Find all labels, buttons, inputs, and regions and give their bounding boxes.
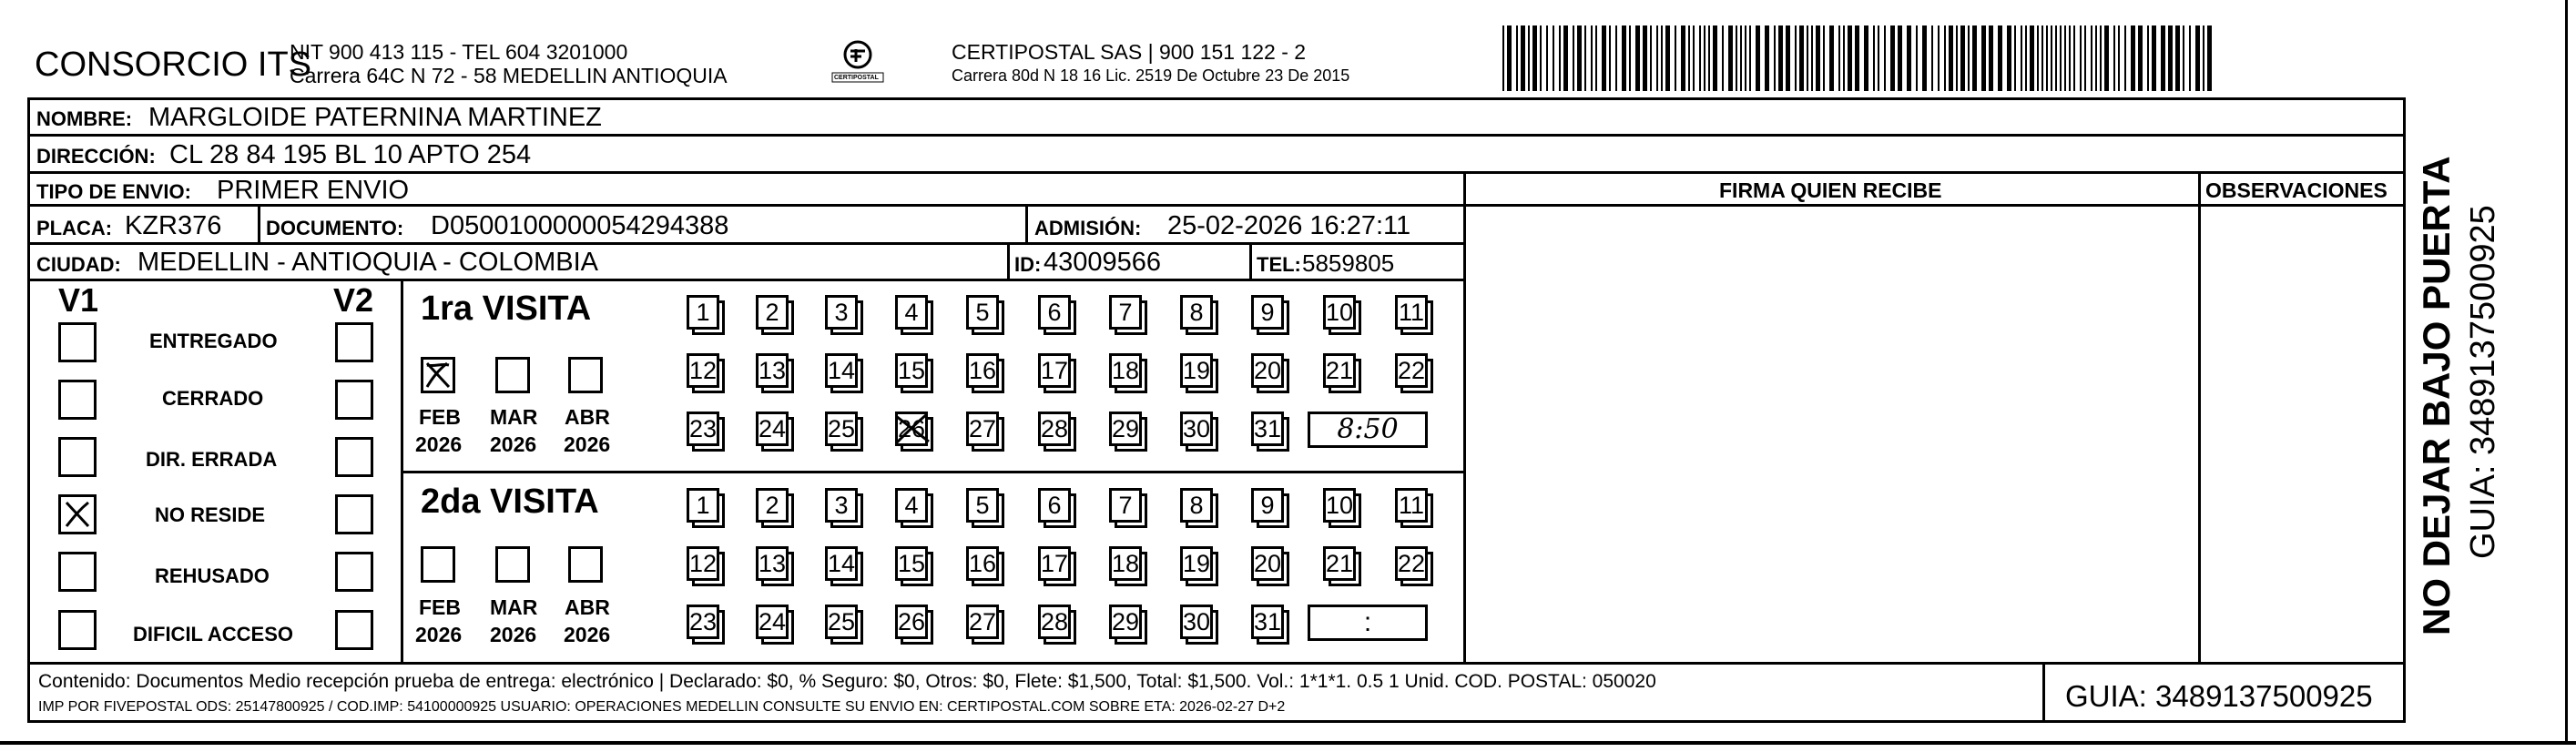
second-visit-day-label: 7: [1118, 492, 1133, 519]
second-visit-day-label: 27: [969, 608, 997, 635]
first-visit-time-box[interactable]: 8:50: [1308, 412, 1428, 448]
second-visit-day-14-box[interactable]: [825, 546, 858, 581]
divider: [1025, 204, 1028, 242]
second-visit-day-10-box[interactable]: [1323, 488, 1356, 523]
second-visit-month-mar-checkbox[interactable]: [495, 546, 530, 583]
second-visit-day-23-box[interactable]: [687, 605, 719, 639]
v1-header: V1: [58, 281, 99, 319]
certipostal-logo: [830, 38, 885, 89]
second-visit-day-8-box[interactable]: [1180, 488, 1213, 523]
first-visit-day-27-box[interactable]: [966, 412, 999, 446]
v2-checkbox-cerrado[interactable]: [335, 380, 373, 420]
status-label-rehusado: REHUSADO: [155, 564, 270, 587]
first-visit-title: 1ra VISITA: [421, 290, 592, 328]
first-visit-day-label: 16: [969, 357, 997, 384]
first-visit-day-label: 31: [1254, 415, 1282, 442]
second-visit-day-label: 9: [1260, 492, 1275, 519]
second-visit-day-label: 15: [898, 550, 926, 577]
first-visit-day-label: 3: [834, 299, 849, 326]
first-visit-day-20-box[interactable]: [1251, 353, 1284, 388]
first-visit-day-label: 8: [1189, 299, 1204, 326]
first-visit-day-label: 12: [689, 357, 718, 384]
first-visit-day-label: 7: [1118, 299, 1133, 326]
second-visit-day-label: 11: [1398, 492, 1425, 519]
first-visit-day-label: 23: [689, 415, 718, 442]
second-visit-month-abr-label: ABR: [565, 595, 610, 619]
second-visit-day-31-box[interactable]: [1251, 605, 1284, 639]
first-visit-day-4-box[interactable]: [895, 295, 928, 330]
second-visit-day-label: 12: [689, 550, 718, 577]
first-visit-day-10-box[interactable]: [1323, 295, 1356, 330]
first-visit-year-label: 2026: [415, 432, 463, 456]
first-visit-day-label: 29: [1112, 415, 1140, 442]
first-visit-day-label: 22: [1398, 357, 1426, 384]
first-visit-day-11-box[interactable]: [1395, 295, 1428, 330]
status-label-cerrado: CERRADO: [162, 387, 264, 410]
divider: [27, 134, 2406, 137]
v1-checkbox-cerrado[interactable]: [58, 380, 97, 420]
footer-contents-line: Contenido: Documentos Medio recepción prueba de entrega: electrónico | Declarado: $0, % Seguro: $0, Otros: $0, Flete: $1,500, Total: $1,500. Vol.: 1*1*1. 0.5 1 Unid. COD. POSTAL: 050020: [38, 671, 1656, 692]
second-visit-day-3-box[interactable]: [825, 488, 858, 523]
tipo-envio-label: TIPO DE ENVIO:: [36, 180, 191, 203]
first-visit-day-label: 5: [975, 299, 990, 326]
second-visit-day-7-box[interactable]: [1109, 488, 1142, 523]
nombre-value: MARGLOIDE PATERNINA MARTINEZ: [148, 103, 602, 132]
second-visit-day-label: 1: [696, 492, 710, 519]
direccion-value: CL 28 84 195 BL 10 APTO 254: [169, 140, 532, 169]
first-visit-day-label: 21: [1326, 357, 1354, 384]
second-visit-year-label: 2026: [415, 623, 463, 646]
divider: [258, 204, 260, 242]
second-visit-day-label: 17: [1041, 550, 1069, 577]
second-visit-day-label: 26: [898, 608, 926, 635]
first-visit-day-17-box[interactable]: [1038, 353, 1071, 388]
first-visit-day-22-box[interactable]: [1395, 353, 1428, 388]
second-visit-time-box[interactable]: :: [1308, 605, 1428, 641]
first-visit-day-3-box[interactable]: [825, 295, 858, 330]
first-visit-day-1-box[interactable]: [687, 295, 719, 330]
footer-guia: GUIA: 3489137500925: [2065, 679, 2373, 713]
first-visit-day-18-box[interactable]: [1109, 353, 1142, 388]
second-visit-day-4-box[interactable]: [895, 488, 928, 523]
second-visit-day-5-box[interactable]: [966, 488, 999, 523]
second-visit-day-label: 10: [1326, 492, 1354, 519]
carrier-name-line: CERTIPOSTAL SAS | 900 151 122 - 2: [952, 40, 1307, 64]
second-visit-year-label: 2026: [490, 623, 537, 646]
divider: [27, 171, 2406, 174]
admision-label: ADMISIÓN:: [1034, 217, 1142, 239]
v2-checkbox-no-reside[interactable]: [335, 494, 373, 534]
logo-text: CERTIPOSTAL: [834, 75, 879, 81]
first-visit-day-29-box[interactable]: [1109, 412, 1142, 446]
second-visit-day-11-box[interactable]: [1395, 488, 1428, 523]
second-visit-day-25-box[interactable]: [825, 605, 858, 639]
second-visit-day-label: 23: [689, 608, 718, 635]
first-visit-day-7-box[interactable]: [1109, 295, 1142, 330]
x-mark-icon: [423, 360, 453, 391]
v1-checkbox-entregado[interactable]: [58, 322, 97, 362]
second-visit-day-28-box[interactable]: [1038, 605, 1071, 639]
first-visit-day-8-box[interactable]: [1180, 295, 1213, 330]
second-visit-day-9-box[interactable]: [1251, 488, 1284, 523]
second-visit-month-abr-checkbox[interactable]: [568, 546, 603, 583]
id-label: ID:: [1014, 253, 1042, 276]
second-visit-day-label: 25: [828, 608, 856, 635]
logo-icon: [830, 38, 885, 89]
first-visit-day-label: 25: [828, 415, 856, 442]
second-visit-month-feb-label: FEB: [419, 595, 461, 619]
divider: [1007, 242, 1010, 279]
second-visit-day-1-box[interactable]: [687, 488, 719, 523]
first-visit-year-label: 2026: [564, 432, 611, 456]
observaciones-area[interactable]: [2201, 207, 2402, 661]
first-visit-day-label: 30: [1183, 415, 1211, 442]
x-mark-icon: [61, 497, 94, 532]
placa-value: KZR376: [125, 211, 222, 240]
ciudad-label: CIUDAD:: [36, 253, 121, 276]
status-label-dificil-acceso: DIFICIL ACCESO: [133, 623, 294, 645]
documento-value: D0500100000054294388: [431, 211, 729, 240]
first-visit-day-23-box[interactable]: [687, 412, 719, 446]
divider: [27, 279, 1466, 281]
first-visit-day-label: 11: [1398, 299, 1425, 326]
first-visit-month-abr-checkbox[interactable]: [568, 357, 603, 393]
side-warning: NO DEJAR BAJO PUERTA: [2415, 156, 2458, 635]
second-visit-month-mar-label: MAR: [490, 595, 538, 619]
first-visit-day-label: 10: [1326, 299, 1354, 326]
v2-checkbox-dificil-acceso[interactable]: [335, 610, 373, 650]
second-visit-year-label: 2026: [564, 623, 611, 646]
second-visit-day-label: 4: [904, 492, 919, 519]
second-visit-day-label: 19: [1183, 550, 1211, 577]
first-visit-day-label: 18: [1112, 357, 1140, 384]
first-visit-day-label: 17: [1041, 357, 1069, 384]
second-visit-day-19-box[interactable]: [1180, 546, 1213, 581]
first-visit-day-15-box[interactable]: [895, 353, 928, 388]
tel-value: 5859805: [1302, 249, 1395, 277]
second-visit-day-label: 13: [759, 550, 787, 577]
first-visit-month-feb-label: FEB: [419, 405, 461, 429]
v1-checkbox-dir-errada[interactable]: [58, 437, 97, 477]
first-visit-day-25-box[interactable]: [825, 412, 858, 446]
status-label-entregado: ENTREGADO: [149, 330, 278, 352]
v2-checkbox-dir-errada[interactable]: [335, 437, 373, 477]
second-visit-day-label: 8: [1189, 492, 1204, 519]
divider: [2042, 662, 2045, 723]
admision-value: 25-02-2026 16:27:11: [1167, 211, 1411, 240]
first-visit-day-label: 4: [904, 299, 919, 326]
second-visit-day-label: 14: [828, 550, 856, 577]
v2-checkbox-rehusado[interactable]: [335, 552, 373, 592]
second-visit-day-2-box[interactable]: [756, 488, 789, 523]
first-visit-day-label: 24: [759, 415, 787, 442]
second-visit-month-feb-checkbox[interactable]: [421, 546, 455, 583]
barcode-icon: [1502, 25, 2222, 91]
first-visit-day-12-box[interactable]: [687, 353, 719, 388]
second-visit-day-12-box[interactable]: [687, 546, 719, 581]
carrier-address-line: Carrera 80d N 18 16 Lic. 2519 De Octubre 23 De 2015: [952, 66, 1350, 85]
status-label-no-reside: NO RESIDE: [155, 503, 266, 526]
second-visit-day-21-box[interactable]: [1323, 546, 1356, 581]
second-visit-day-13-box[interactable]: [756, 546, 789, 581]
nombre-label: NOMBRE:: [36, 107, 133, 130]
first-visit-day-label: 13: [759, 357, 787, 384]
side-guia: GUIA: 3489137500925: [2464, 205, 2502, 559]
v2-checkbox-entregado[interactable]: [335, 322, 373, 362]
first-visit-day-label: 9: [1260, 299, 1275, 326]
second-visit-day-label: 6: [1047, 492, 1062, 519]
first-visit-month-abr-label: ABR: [565, 405, 610, 429]
second-visit-day-17-box[interactable]: [1038, 546, 1071, 581]
v1-checkbox-dificil-acceso[interactable]: [58, 610, 97, 650]
second-visit-day-20-box[interactable]: [1251, 546, 1284, 581]
company-nit-line: NIT 900 413 115 - TEL 604 3201000: [290, 40, 628, 64]
first-visit-day-13-box[interactable]: [756, 353, 789, 388]
first-visit-day-16-box[interactable]: [966, 353, 999, 388]
first-visit-day-19-box[interactable]: [1180, 353, 1213, 388]
first-visit-day-6-box[interactable]: [1038, 295, 1071, 330]
second-visit-day-30-box[interactable]: [1180, 605, 1213, 639]
second-visit-day-label: 24: [759, 608, 787, 635]
second-visit-day-label: 5: [975, 492, 990, 519]
observaciones-header: OBSERVACIONES: [2205, 178, 2388, 202]
v1-checkbox-no-reside[interactable]: [58, 494, 97, 534]
second-visit-day-label: 28: [1041, 608, 1069, 635]
second-visit-day-24-box[interactable]: [756, 605, 789, 639]
divider: [401, 471, 1463, 473]
second-visit-day-16-box[interactable]: [966, 546, 999, 581]
first-visit-day-9-box[interactable]: [1251, 295, 1284, 330]
status-label-dir-errada: DIR. ERRADA: [146, 448, 278, 471]
second-visit-day-label: 2: [765, 492, 779, 519]
x-mark-icon: [892, 411, 932, 447]
first-visit-day-2-box[interactable]: [756, 295, 789, 330]
first-visit-day-14-box[interactable]: [825, 353, 858, 388]
first-visit-day-label: 20: [1254, 357, 1282, 384]
first-visit-day-5-box[interactable]: [966, 295, 999, 330]
first-visit-day-28-box[interactable]: [1038, 412, 1071, 446]
first-visit-day-label: 27: [969, 415, 997, 442]
placa-label: PLACA:: [36, 217, 113, 239]
documento-label: DOCUMENTO:: [266, 217, 404, 239]
first-visit-day-label: 28: [1041, 415, 1069, 442]
page-bottom-edge: [0, 741, 2576, 745]
tipo-envio-value: PRIMER ENVIO: [217, 176, 410, 205]
second-visit-day-label: 21: [1326, 550, 1354, 577]
first-visit-day-label: 6: [1047, 299, 1062, 326]
second-visit-day-label: 20: [1254, 550, 1282, 577]
second-visit-day-label: 16: [969, 550, 997, 577]
first-visit-day-26-box[interactable]: [895, 412, 928, 446]
second-visit-day-label: 22: [1398, 550, 1426, 577]
second-visit-day-label: 29: [1112, 608, 1140, 635]
firma-header: FIRMA QUIEN RECIBE: [1719, 178, 1942, 202]
company-name: CONSORCIO ITS: [35, 46, 312, 84]
v1-checkbox-rehusado[interactable]: [58, 552, 97, 592]
first-visit-day-label: 19: [1183, 357, 1211, 384]
first-visit-day-30-box[interactable]: [1180, 412, 1213, 446]
company-address-line: Carrera 64C N 72 - 58 MEDELLIN ANTIOQUIA: [290, 64, 728, 87]
second-visit-title: 2da VISITA: [421, 483, 599, 521]
second-visit-day-29-box[interactable]: [1109, 605, 1142, 639]
second-visit-day-18-box[interactable]: [1109, 546, 1142, 581]
first-visit-day-21-box[interactable]: [1323, 353, 1356, 388]
footer-print-line: IMP POR FIVEPOSTAL ODS: 25147800925 / COD.IMP: 54100000925 USUARIO: OPERACIONES MEDELLIN CONSULTE SU ENVIO EN: CERTIPOSTAL.COM SOBRE ETA: 2026-02-27 D+2: [38, 699, 1286, 715]
firma-area[interactable]: [1466, 207, 2197, 661]
first-visit-year-label: 2026: [490, 432, 537, 456]
direccion-label: DIRECCIÓN:: [36, 145, 156, 168]
id-value: 43009566: [1044, 248, 1162, 277]
first-visit-month-mar-checkbox[interactable]: [495, 357, 530, 393]
second-visit-day-22-box[interactable]: [1395, 546, 1428, 581]
first-visit-month-mar-label: MAR: [490, 405, 538, 429]
divider: [2403, 171, 2406, 663]
divider: [27, 662, 2406, 665]
first-visit-day-label: 1: [696, 299, 710, 326]
tel-label: TEL:: [1257, 253, 1301, 276]
ciudad-value: MEDELLIN - ANTIOQUIA - COLOMBIA: [137, 248, 598, 277]
second-visit-day-15-box[interactable]: [895, 546, 928, 581]
first-visit-month-feb-checkbox[interactable]: [421, 357, 455, 393]
second-visit-day-6-box[interactable]: [1038, 488, 1071, 523]
second-visit-day-label: 31: [1254, 608, 1282, 635]
second-visit-day-label: 30: [1183, 608, 1211, 635]
first-visit-day-31-box[interactable]: [1251, 412, 1284, 446]
first-visit-day-label: 15: [898, 357, 926, 384]
divider: [1249, 242, 1252, 279]
second-visit-day-label: 18: [1112, 550, 1140, 577]
second-visit-day-label: 3: [834, 492, 849, 519]
second-visit-day-26-box[interactable]: [895, 605, 928, 639]
first-visit-day-24-box[interactable]: [756, 412, 789, 446]
first-visit-day-label: 2: [765, 299, 779, 326]
second-visit-day-27-box[interactable]: [966, 605, 999, 639]
first-visit-day-label: 14: [828, 357, 856, 384]
v2-header: V2: [333, 281, 374, 319]
first-visit-day-label: 26: [898, 415, 926, 442]
page-right-edge: [2565, 0, 2568, 745]
